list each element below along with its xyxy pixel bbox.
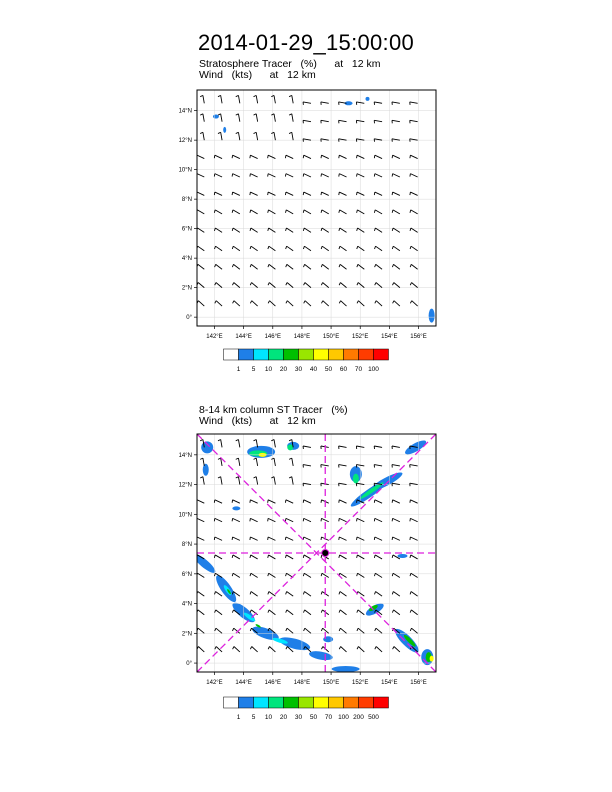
wind-barb — [198, 628, 204, 633]
colorbar-label: 5 — [251, 714, 256, 721]
tracer-patch — [203, 464, 209, 476]
wind-barb-flag — [393, 647, 394, 650]
wind-barb-flag — [200, 440, 203, 441]
y-tick-label: 0° — [186, 661, 192, 668]
wind-barb-flag — [215, 628, 216, 631]
colorbar-label: 5 — [251, 366, 256, 373]
wind-barb — [374, 446, 382, 447]
wind-barb-flag — [374, 555, 375, 558]
wind-barb — [238, 477, 239, 485]
wind-barb — [393, 500, 400, 503]
wind-barb — [286, 518, 293, 521]
y-tick-label: 12°N — [178, 482, 192, 489]
colorbar-swatch — [239, 697, 254, 708]
wind-barb — [393, 537, 400, 540]
wind-barb — [304, 518, 311, 521]
x-tick-label: 150°E — [322, 334, 340, 340]
wind-barb-flag — [218, 477, 221, 478]
wind-barb-flag — [410, 555, 411, 558]
wind-barb — [233, 518, 240, 521]
colorbar-label: 10 — [264, 366, 273, 373]
y-tick-label: 6°N — [181, 571, 192, 578]
x-tick-label: 154°E — [381, 680, 398, 686]
wind-barb — [197, 518, 204, 521]
wind-barb — [411, 610, 417, 615]
wind-barb — [340, 610, 346, 615]
x-tick-label: 156°E — [410, 680, 427, 686]
wind-barb — [286, 537, 293, 540]
wind-barb — [339, 465, 347, 466]
colorbar-label: 30 — [294, 714, 303, 721]
wind-barb — [358, 628, 364, 633]
y-tick-label: 4°N — [181, 601, 192, 608]
wind-barb — [340, 592, 347, 597]
wind-barb — [305, 628, 311, 633]
wind-barb-flag — [321, 555, 322, 558]
x-tick-label: 146°E — [264, 334, 281, 340]
wind-barb — [268, 500, 275, 503]
wind-barb-flag — [375, 647, 376, 650]
colorbar-swatch — [359, 697, 374, 708]
y-tick-label: 10°N — [178, 167, 192, 174]
wind-barb — [321, 518, 328, 521]
colorbar-label: 100 — [338, 714, 349, 721]
wind-barb-flag — [232, 610, 233, 613]
wind-barb — [410, 518, 417, 521]
wind-barb — [197, 537, 204, 540]
wind-barb-flag — [215, 647, 216, 650]
wind-barb-flag — [357, 555, 358, 558]
wind-barb — [410, 465, 418, 466]
wind-barb-flag — [236, 477, 239, 478]
wind-barb — [251, 555, 258, 559]
colorbar-swatch — [224, 697, 239, 708]
wind-barb — [339, 537, 346, 540]
colorbar-label: 100 — [368, 366, 379, 373]
wind-barb-flag — [236, 440, 239, 441]
colorbar-swatch — [314, 697, 329, 708]
wind-barb-flag — [233, 647, 234, 650]
wind-barb-flag — [339, 555, 340, 558]
wind-barb — [216, 592, 223, 597]
wind-barb-flag — [303, 555, 304, 558]
wind-barb — [358, 610, 364, 615]
colorbar-label: 500 — [368, 714, 379, 721]
y-tick-label: 8°N — [181, 197, 192, 204]
x-tick-label: 152°E — [352, 334, 369, 340]
wind-barb — [304, 537, 311, 540]
x-tick-label: 142°E — [206, 334, 223, 340]
wind-barb-flag — [268, 555, 269, 558]
colorbar-label: 50 — [324, 366, 333, 373]
wind-barb-flag — [250, 555, 251, 558]
colorbar-swatch — [329, 697, 344, 708]
wind-barb-flag — [289, 440, 292, 441]
wind-barb-flag — [392, 610, 393, 613]
wind-barb — [375, 500, 382, 503]
wind-barb — [269, 592, 276, 597]
y-tick-label: 10°N — [178, 512, 192, 519]
wind-barb-flag — [250, 592, 251, 595]
y-tick-label: 12°N — [178, 138, 192, 145]
wind-barb — [340, 555, 347, 559]
wind-barb — [251, 592, 258, 597]
y-tick-label: 6°N — [181, 226, 192, 233]
wind-barb — [215, 555, 222, 559]
wind-barb — [357, 537, 364, 540]
wind-barb — [411, 592, 418, 597]
tracer-patch — [232, 506, 240, 510]
wind-barb-flag — [200, 477, 203, 478]
wind-barb — [392, 446, 400, 447]
wind-barb-flag — [357, 610, 358, 613]
wind-barb — [221, 477, 222, 485]
storm-crosshair — [197, 434, 436, 672]
wind-barb — [238, 458, 239, 466]
tracer-patch — [201, 441, 213, 453]
tracer-patch — [308, 650, 333, 662]
y-tick-label: 14°N — [178, 108, 192, 115]
colorbar-swatch — [254, 697, 269, 708]
wind-barb — [287, 628, 293, 633]
panel1-subtitle-1: Stratosphere Tracer (%) at 12 km — [199, 58, 381, 70]
wind-barb — [321, 465, 329, 466]
wind-barb — [375, 555, 382, 559]
tracer-patch — [332, 666, 360, 672]
colorbar-label: 60 — [339, 366, 348, 373]
wind-barb-flag — [321, 592, 322, 595]
wind-barb-flag — [232, 628, 233, 631]
wind-barb-flag — [271, 458, 274, 459]
panel2-subtitle-2: Wind (kts) at 12 km — [199, 415, 316, 427]
wind-barb-flag — [375, 628, 376, 631]
wind-barb — [221, 440, 222, 448]
wind-barb-flag — [268, 647, 269, 650]
wind-barb-flag — [250, 610, 251, 613]
wind-barb-flag — [286, 555, 287, 558]
wind-barb — [304, 592, 311, 597]
wind-barb — [274, 458, 275, 466]
tracer-patch — [397, 554, 407, 558]
x-tick-label: 150°E — [322, 680, 340, 686]
wind-barb — [268, 537, 275, 540]
wind-barb-flag — [232, 555, 233, 558]
wind-barb — [216, 628, 222, 633]
colorbar-swatch — [374, 697, 389, 708]
wind-barb-flag — [289, 458, 292, 459]
wind-barb-flag — [339, 647, 340, 650]
wind-barb-flag — [218, 458, 221, 459]
y-tick-label: 0° — [186, 315, 192, 322]
x-tick-label: 144°E — [235, 334, 252, 340]
wind-barb-flag — [218, 440, 221, 441]
wind-barb-flag — [286, 628, 287, 631]
colorbar-label: 10 — [264, 714, 273, 721]
wind-barb — [339, 518, 346, 521]
wind-barb — [410, 500, 417, 503]
wind-barb — [216, 610, 222, 615]
colorbar-label: 40 — [309, 366, 318, 373]
wind-barb — [198, 592, 205, 597]
wind-barb — [392, 465, 400, 466]
wind-barb — [198, 647, 204, 652]
wind-barb — [287, 610, 293, 615]
wind-barb — [203, 458, 204, 466]
wind-barb — [394, 610, 400, 615]
wind-barb-flag — [254, 477, 257, 478]
wind-barb — [256, 477, 257, 485]
wind-barb — [234, 647, 240, 652]
colorbar-label: 70 — [354, 366, 363, 373]
wind-barb — [357, 555, 364, 559]
wind-barb-flag — [271, 440, 274, 441]
x-tick-label: 142°E — [206, 680, 223, 686]
wind-barb-flag — [303, 610, 304, 613]
wind-barb — [250, 537, 257, 540]
wind-barb — [198, 610, 204, 615]
wind-barb-flag — [410, 592, 411, 595]
wind-barb-flag — [289, 477, 292, 478]
wind-barb — [256, 458, 257, 466]
wind-barb-flag — [254, 458, 257, 459]
wind-barb-flag — [392, 555, 393, 558]
y-tick-label: 2°N — [181, 285, 192, 292]
figure-title: 2014-01-29_15:00:00 — [197, 30, 415, 55]
wind-barb-flag — [200, 458, 203, 459]
tracer-patch — [430, 656, 434, 662]
wind-barb — [287, 592, 294, 597]
wind-barb — [411, 555, 418, 559]
tracer-patch — [278, 635, 311, 653]
y-tick-label: 14°N — [178, 452, 192, 459]
wind-barb — [375, 518, 382, 521]
y-tick-label: 4°N — [181, 256, 192, 263]
wind-barb-flag — [321, 610, 322, 613]
wind-barb — [197, 500, 204, 503]
wind-barb-flag — [271, 477, 274, 478]
colorbar-label: 30 — [294, 366, 303, 373]
wind-barb-flag — [304, 628, 305, 631]
wind-barb-flag — [375, 592, 376, 595]
wind-barb-flag — [357, 647, 358, 650]
wind-barb — [215, 500, 222, 503]
wind-barb — [250, 500, 257, 503]
wind-barb-flag — [303, 592, 304, 595]
tracer-patch — [353, 474, 359, 484]
wind-barb — [270, 647, 276, 652]
wind-barb-flag — [339, 592, 340, 595]
wind-barb-flag — [392, 592, 393, 595]
wind-barb — [374, 465, 382, 466]
wind-barb-flag — [286, 592, 287, 595]
wind-barb — [274, 477, 275, 485]
wind-barb — [292, 477, 293, 485]
wind-barb — [376, 647, 382, 652]
wind-barb — [269, 610, 275, 615]
wind-barb — [215, 537, 222, 540]
wind-barb — [238, 440, 239, 448]
wind-barb-flag — [321, 628, 322, 631]
wind-barb-flag — [321, 647, 322, 650]
colorbar-label: 200 — [353, 714, 364, 721]
wind-barb — [303, 446, 311, 447]
wind-barb — [233, 500, 240, 503]
wind-barb — [358, 647, 364, 652]
wind-barb-flag — [268, 610, 269, 613]
wind-barb-flag — [250, 647, 251, 650]
wind-barb — [358, 592, 365, 597]
x-tick-label: 146°E — [264, 680, 281, 686]
wind-barb — [375, 537, 382, 540]
wind-barb — [250, 518, 257, 521]
colorbar-label: 20 — [279, 366, 288, 373]
wind-barb — [203, 477, 204, 485]
y-tick-label: 2°N — [181, 631, 192, 638]
colorbar-label: 1 — [236, 714, 241, 721]
wind-barb — [339, 500, 346, 503]
x-tick-label: 156°E — [410, 334, 427, 340]
colorbar-swatch — [284, 697, 299, 708]
wind-barb — [215, 518, 222, 521]
wind-barb — [268, 518, 275, 521]
wind-barb — [357, 518, 364, 521]
colorbar-label: 1 — [236, 366, 241, 373]
wind-barb — [393, 592, 400, 597]
colorbar-label: 20 — [279, 714, 288, 721]
wind-barb-flag — [268, 592, 269, 595]
wind-barb — [304, 555, 311, 559]
wind-barb — [376, 628, 382, 633]
x-tick-label: 148°E — [293, 334, 311, 340]
wind-barb-flag — [215, 610, 216, 613]
tracer-field — [191, 438, 434, 672]
wind-barb — [292, 458, 293, 466]
wind-barb-flag — [357, 628, 358, 631]
wind-barb — [233, 555, 240, 559]
x-tick-label: 152°E — [352, 680, 369, 686]
wind-barb — [233, 537, 240, 540]
colorbar-label: 50 — [309, 714, 318, 721]
x-tick-label: 154°E — [381, 334, 398, 340]
colorbar-swatch — [269, 697, 284, 708]
wind-barb — [305, 610, 311, 615]
y-tick-label: 8°N — [181, 542, 192, 549]
wind-barb-flag — [250, 628, 251, 631]
wind-barb-flag — [339, 628, 340, 631]
wind-barb — [274, 440, 275, 448]
wind-barb — [412, 628, 418, 633]
wind-barb — [393, 518, 400, 521]
wind-barb — [339, 446, 347, 447]
storm-center-marker — [322, 550, 329, 557]
wind-barb-flag — [254, 440, 257, 441]
colorbar-label: 70 — [324, 714, 333, 721]
wind-barb — [286, 555, 293, 559]
wind-barb — [410, 537, 417, 540]
x-tick-label: 144°E — [235, 680, 252, 686]
colorbar-swatch — [299, 697, 314, 708]
wind-barb-flag — [410, 628, 411, 631]
wind-barb — [341, 647, 347, 652]
colorbar-swatch — [344, 697, 359, 708]
wind-barb-flag — [236, 458, 239, 459]
wind-barb — [304, 500, 311, 503]
wind-barb — [376, 592, 383, 597]
panel2-subtitle-1: 8-14 km column ST Tracer (%) — [199, 404, 348, 416]
wind-barb — [303, 465, 311, 466]
x-tick-label: 148°E — [293, 680, 311, 686]
tracer-patch — [191, 551, 218, 575]
wind-barb — [252, 647, 258, 652]
wind-barb-flag — [339, 610, 340, 613]
wind-barb — [340, 628, 346, 633]
wind-barb-flag — [286, 610, 287, 613]
wind-barb — [394, 647, 400, 652]
wind-barb-flag — [410, 610, 411, 613]
wind-barb — [286, 500, 293, 503]
wind-barb — [268, 555, 275, 559]
wind-barb-flag — [286, 647, 287, 650]
panel1-subtitle-2: Wind (kts) at 12 km — [199, 69, 316, 81]
